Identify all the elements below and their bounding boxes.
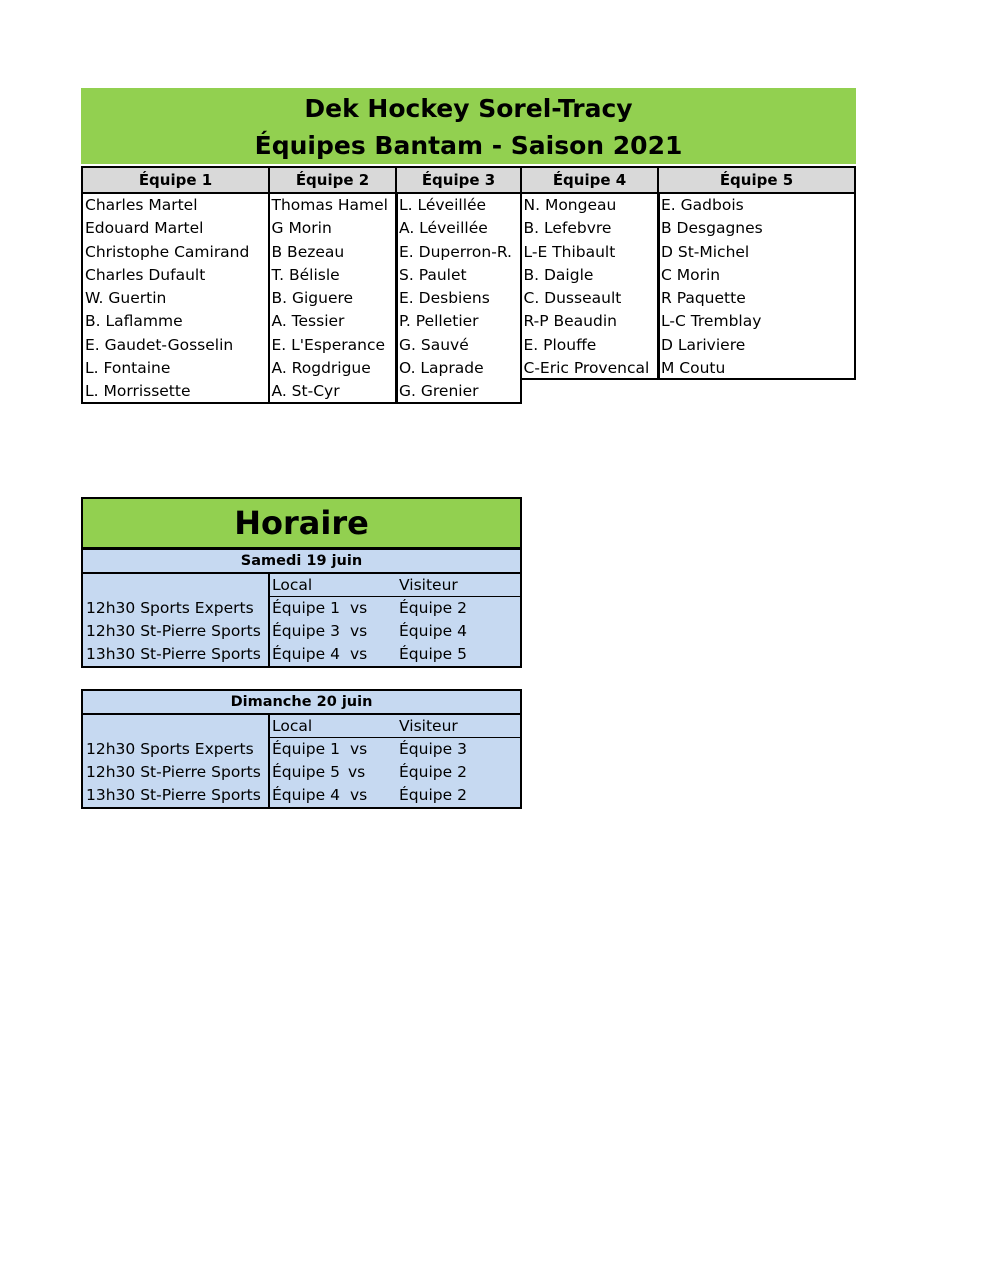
team-header: Équipe 4 bbox=[522, 168, 658, 194]
player-name: Christophe Camirand bbox=[85, 242, 250, 261]
player-name: P. Pelletier bbox=[399, 312, 479, 331]
player-name: B Bezeau bbox=[271, 242, 345, 261]
local-header: Local bbox=[272, 576, 313, 594]
schedule-day-label: Dimanche 20 juin bbox=[83, 691, 520, 715]
vs-label: vs bbox=[350, 622, 368, 640]
player-name: B. Daigle bbox=[523, 265, 594, 284]
title-banner bbox=[81, 88, 856, 164]
game-local: Équipe 3 bbox=[272, 622, 340, 640]
player-name: E. Gadbois bbox=[661, 196, 744, 214]
vs-label: vs bbox=[350, 786, 368, 804]
player-name: B. Lefebvre bbox=[523, 219, 612, 238]
game-visiteur: Équipe 2 bbox=[399, 786, 467, 804]
player-name: L-C Tremblay bbox=[661, 312, 762, 331]
team-column-1 bbox=[81, 166, 270, 404]
player-name: L. Fontaine bbox=[85, 359, 171, 378]
vs-label: vs bbox=[348, 763, 366, 781]
visiteur-header: Visiteur bbox=[399, 717, 458, 735]
player-name: E. Plouffe bbox=[523, 335, 597, 354]
player-name: S. Paulet bbox=[399, 265, 467, 284]
local-header: Local bbox=[272, 717, 313, 735]
team-column-5 bbox=[657, 166, 856, 380]
game-visiteur: Équipe 2 bbox=[399, 599, 467, 617]
team-header: Équipe 1 bbox=[83, 168, 268, 194]
player-name: L-E Thibault bbox=[523, 242, 616, 261]
team-column-3 bbox=[395, 166, 522, 404]
player-name: E. Duperron-R. bbox=[399, 242, 512, 261]
player-name: Charles Dufault bbox=[85, 265, 206, 284]
player-name: G Morin bbox=[271, 219, 332, 238]
visiteur-header: Visiteur bbox=[399, 576, 458, 594]
schedule-title: Horaire bbox=[81, 497, 522, 549]
player-name: Charles Martel bbox=[85, 196, 198, 214]
game-visiteur: Équipe 2 bbox=[399, 763, 467, 781]
game-local: Équipe 1 bbox=[272, 740, 340, 758]
vs-label: vs bbox=[350, 740, 368, 758]
team-header: Équipe 2 bbox=[270, 168, 396, 194]
player-name: E. Gaudet-Gosselin bbox=[85, 335, 234, 354]
player-name: W. Guertin bbox=[85, 289, 167, 308]
game-time: 12h30 Sports Experts bbox=[86, 740, 254, 758]
game-local: Équipe 4 bbox=[272, 786, 340, 804]
player-name: M Coutu bbox=[661, 359, 726, 378]
game-visiteur: Équipe 3 bbox=[399, 740, 467, 758]
player-name: L. Léveillée bbox=[399, 196, 487, 214]
game-time: 13h30 St-Pierre Sports bbox=[86, 786, 261, 804]
vs-label: vs bbox=[350, 645, 368, 663]
page-title: Dek Hockey Sorel-Tracy bbox=[304, 94, 633, 123]
player-name: Thomas Hamel bbox=[271, 196, 388, 214]
game-visiteur: Équipe 5 bbox=[399, 645, 467, 663]
game-time: 12h30 St-Pierre Sports bbox=[86, 622, 261, 640]
player-name: N. Mongeau bbox=[523, 196, 617, 214]
player-name: B. Laflamme bbox=[85, 312, 183, 331]
game-visiteur: Équipe 4 bbox=[399, 622, 467, 640]
vs-label: vs bbox=[350, 599, 368, 617]
player-name: G. Grenier bbox=[399, 382, 479, 401]
game-time: 12h30 St-Pierre Sports bbox=[86, 763, 261, 781]
game-local: Équipe 5 bbox=[272, 763, 340, 781]
player-name: A. Léveillée bbox=[399, 219, 488, 238]
player-name: G. Sauvé bbox=[399, 335, 469, 354]
player-name: C. Dusseault bbox=[523, 289, 622, 308]
player-name: E. Desbiens bbox=[399, 289, 490, 308]
game-local: Équipe 1 bbox=[272, 599, 340, 617]
game-time: 13h30 St-Pierre Sports bbox=[86, 645, 261, 663]
schedule-day-label: Samedi 19 juin bbox=[83, 550, 520, 574]
player-name: R-P Beaudin bbox=[523, 312, 617, 331]
team-column-2 bbox=[268, 166, 398, 404]
player-name: D Lariviere bbox=[661, 335, 746, 354]
player-name: C Morin bbox=[661, 265, 721, 284]
player-name: B Desgagnes bbox=[661, 219, 763, 238]
team-header: Équipe 3 bbox=[397, 168, 520, 194]
player-name: R Paquette bbox=[661, 289, 746, 308]
player-name: A. Tessier bbox=[271, 312, 345, 331]
player-name: L. Morrissette bbox=[85, 382, 191, 401]
team-column-4 bbox=[520, 166, 660, 380]
game-local: Équipe 4 bbox=[272, 645, 340, 663]
team-header: Équipe 5 bbox=[659, 168, 854, 194]
player-name: T. Bélisle bbox=[271, 265, 340, 284]
player-name: E. L'Esperance bbox=[271, 335, 386, 354]
game-time: 12h30 Sports Experts bbox=[86, 599, 254, 617]
player-name: Edouard Martel bbox=[85, 219, 204, 238]
player-name: B. Giguere bbox=[271, 289, 354, 308]
schedule-day-2 bbox=[81, 689, 522, 809]
player-name: D St-Michel bbox=[661, 242, 750, 261]
schedule-day-1 bbox=[81, 548, 522, 668]
player-name: A. Rogdrigue bbox=[271, 359, 371, 378]
player-name: A. St-Cyr bbox=[271, 382, 340, 401]
player-name: C-Eric Provencal bbox=[523, 359, 650, 378]
player-name: O. Laprade bbox=[399, 359, 484, 378]
page-subtitle: Équipes Bantam - Saison 2021 bbox=[254, 131, 683, 160]
